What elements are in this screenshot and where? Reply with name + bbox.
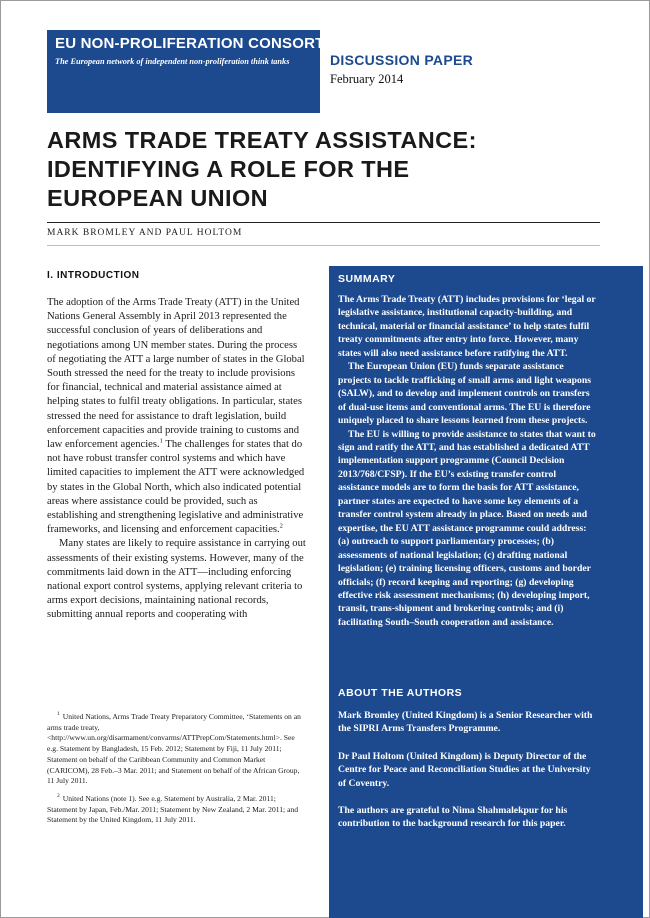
about-authors-heading: ABOUT THE AUTHORS — [338, 687, 463, 699]
divider — [47, 222, 600, 223]
authors-line: MARK BROMLEY AND PAUL HOLTOM — [47, 228, 243, 238]
consortium-name: EU NON-PROLIFERATION CONSORTIUM — [55, 35, 353, 52]
divider — [47, 245, 600, 246]
summary-paragraph: The EU is willing to provide assistance to states that want to sign and ratify the ATT, and has established a dedicated ATT implementation support programme (Council Decision 2013/768/CFSP). If the EU’s existing transfer control assistance models are to form the basis for ATT assistance, partner states are expected to have some key elements of a transfer control system already in place. Based on needs and expertise, the EU ATT assistance programme could address: (a) outreach to support parliamentary processes; (b) assessments of national legislation; (c) drafting national legislation; (e) training licensing officers, customs and border officials; (f) record keeping and reporting; (g) developing effective risk assessment mechanisms; (h) developing import, transit, trans-shipment and brokering controls; and (i) facilitating South–South cooperation and assistance. — [338, 428, 596, 628]
introduction-paragraph: Many states are likely to require assistance in carrying out assessments of their existing systems. However, many of the commitments laid down in the ATT—including enforcing national export control systems, applying relevant criteria to arms export decisions, maintaining national records, submitting annual reports and cooperating with — [47, 538, 306, 621]
footnote-number: 2 — [57, 793, 60, 800]
acknowledgement: The authors are grateful to Nima Shahmalekpur for his contribution to the background research for this paper. — [338, 805, 568, 830]
summary-heading: SUMMARY — [338, 273, 396, 285]
introduction-paragraph: The adoption of the Arms Trade Treaty (ATT) in the United Nations General Assembly in April 2013 represented the successful conclusion of years of deliberations and negotiations among UN member states. During the process of negotiating the ATT a large number of states in the Global South stressed the need for the treaty to include provisions for financial, technical and material assistance aimed at helping states to fulfil treaty obligations. In particular, states stressed the need for assistance to draft legislation, build enforcement capacities and provide training to customs and law enforcement agencies.$^1$ The challenges for states that do not have robust transfer control systems and which have limited capacities to implement the ATT were acknowledged by states in the Global North, which also indicated potential areas where assistance could be provided, such as establishing and strengthening legislative and administrative frameworks, and licensing and enforcement capacities.$^2$ — [47, 297, 305, 536]
summary-panel — [329, 266, 643, 918]
title-line: ARMS TRADE TREATY ASSISTANCE: — [47, 127, 477, 153]
summary-paragraph: The Arms Trade Treaty (ATT) includes provisions for ‘legal or legislative assistance, institutional capacity-building, and technical, material or financial assistance’ to help states fulfil treaty commitments after entry into force. However, many states will also need assistance before ratifying the ATT. — [338, 294, 596, 359]
introduction-heading: I. INTRODUCTION — [47, 270, 140, 281]
footnotes — [47, 712, 305, 833]
consortium-tagline: The European network of independent non-proliferation think tanks — [55, 57, 290, 66]
summary-body — [338, 293, 598, 629]
footnote-reference[interactable]: 1 — [159, 437, 163, 445]
introduction-body — [47, 296, 307, 623]
paper-date: February 2014 — [330, 72, 404, 86]
consortium-banner — [47, 30, 353, 113]
footnote-reference[interactable]: 2 — [279, 522, 283, 530]
paper-type: DISCUSSION PAPER — [330, 52, 474, 68]
footnote-number: 1 — [57, 711, 60, 718]
title-line: IDENTIFYING A ROLE FOR THE — [47, 156, 410, 182]
title-line: EUROPEAN UNION — [47, 185, 269, 211]
author-bio: Dr Paul Holtom (United Kingdom) is Deputy Director of the Centre for Peace and Reconciliation Studies at the University of Coventry. — [338, 751, 591, 789]
footnote: $^1$ United Nations, Arms Trade Treaty Preparatory Committee, ‘Statements on an arms trade treaty, <http://www.un.org/disarmament/convarms/ATTPrepCom/Statements.html>. See e.g. Statement by Bangladesh, 15 Feb. 2012; Statement by Fiji, 11 July 2011; Statement on behalf of the Caribbean Community and Common Market (CARICOM), 28 Feb.–3 Mar. 2011; and Statement on behalf of the African Group, 11 July 2011. — [47, 711, 301, 786]
page-title — [47, 126, 607, 213]
footnote: $^2$ United Nations (note 1). See e.g. Statement by Australia, 2 Mar. 2011; Statement by Japan, Feb./Mar. 2011; Statement by New Zealand, 2 Mar. 2011; and Statement by the United Kingdom, 11 July 2011. — [47, 793, 299, 825]
author-bio: Mark Bromley (United Kingdom) is a Senior Researcher with the SIPRI Arms Transfers Programme. — [338, 710, 593, 735]
summary-paragraph: The European Union (EU) funds separate assistance projects to tackle trafficking of small arms and light weapons (SALW), and to develop and implement controls on transfers of dual-use items and conventional arms. The EU is therefore uniquely placed to share lessons learned from these projects. — [338, 361, 592, 427]
